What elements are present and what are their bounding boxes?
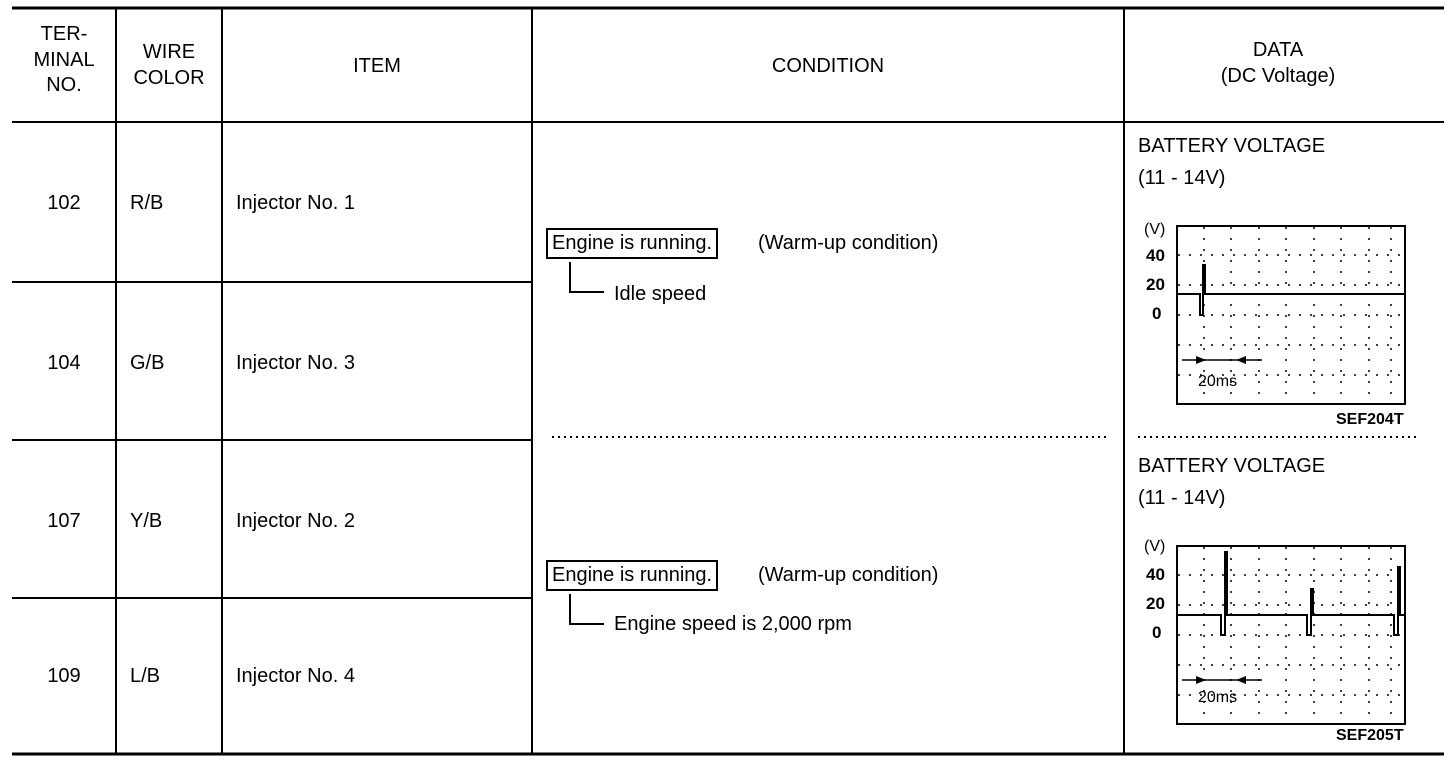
wire-color: R/B (130, 192, 164, 214)
scope-tick-label: 0 (1152, 623, 1162, 642)
item-name: Injector No. 3 (236, 352, 355, 374)
condition-note: (Warm-up condition) (758, 232, 939, 254)
data-voltage-range: (11 - 14V) (1138, 167, 1226, 189)
scope-timebase-label: 20ms (1198, 373, 1238, 390)
terminal-no: 104 (47, 352, 81, 374)
scope-tick-label: 20 (1146, 594, 1165, 613)
header-terminal-no: TER- MINAL NO. (33, 23, 95, 97)
scope-timebase-label: 20ms (1198, 689, 1238, 706)
wire-color: L/B (130, 665, 161, 687)
data-voltage-label: BATTERY VOLTAGE (1138, 455, 1326, 477)
condition-sub: Idle speed (614, 283, 707, 305)
header-wire-color: WIRE COLOR (133, 41, 205, 89)
header-data: DATA (DC Voltage) (1220, 39, 1336, 87)
scope-tick-label: 40 (1146, 565, 1165, 584)
condition-branch-icon (568, 262, 608, 302)
condition-branch-icon (568, 594, 608, 634)
data-voltage-label: BATTERY VOLTAGE (1138, 135, 1326, 157)
item-name: Injector No. 1 (236, 192, 355, 214)
item-name: Injector No. 2 (236, 510, 355, 532)
terminal-no: 102 (47, 192, 81, 214)
terminal-no: 107 (47, 510, 81, 532)
scope-tick-label: 0 (1152, 304, 1162, 323)
scope-tick-label: 20 (1146, 275, 1165, 294)
figure-code: SEF204T (1336, 411, 1404, 428)
scope-unit-label: (V) (1144, 538, 1166, 555)
scope-unit-label: (V) (1144, 221, 1166, 238)
header-item: ITEM (353, 55, 401, 77)
data-voltage-range: (11 - 14V) (1138, 487, 1226, 509)
condition-note: (Warm-up condition) (758, 564, 939, 586)
item-name: Injector No. 4 (236, 665, 355, 687)
header-condition: CONDITION (771, 55, 885, 77)
wire-color: Y/B (130, 510, 163, 532)
scope-tick-label: 40 (1146, 246, 1165, 265)
condition-boxed-label: Engine is running. (546, 560, 718, 591)
condition-boxed-label: Engine is running. (546, 228, 718, 259)
figure-code: SEF205T (1336, 727, 1404, 744)
condition-sub: Engine speed is 2,000 rpm (614, 613, 852, 635)
wire-color: G/B (130, 352, 165, 374)
terminal-no: 109 (47, 665, 81, 687)
